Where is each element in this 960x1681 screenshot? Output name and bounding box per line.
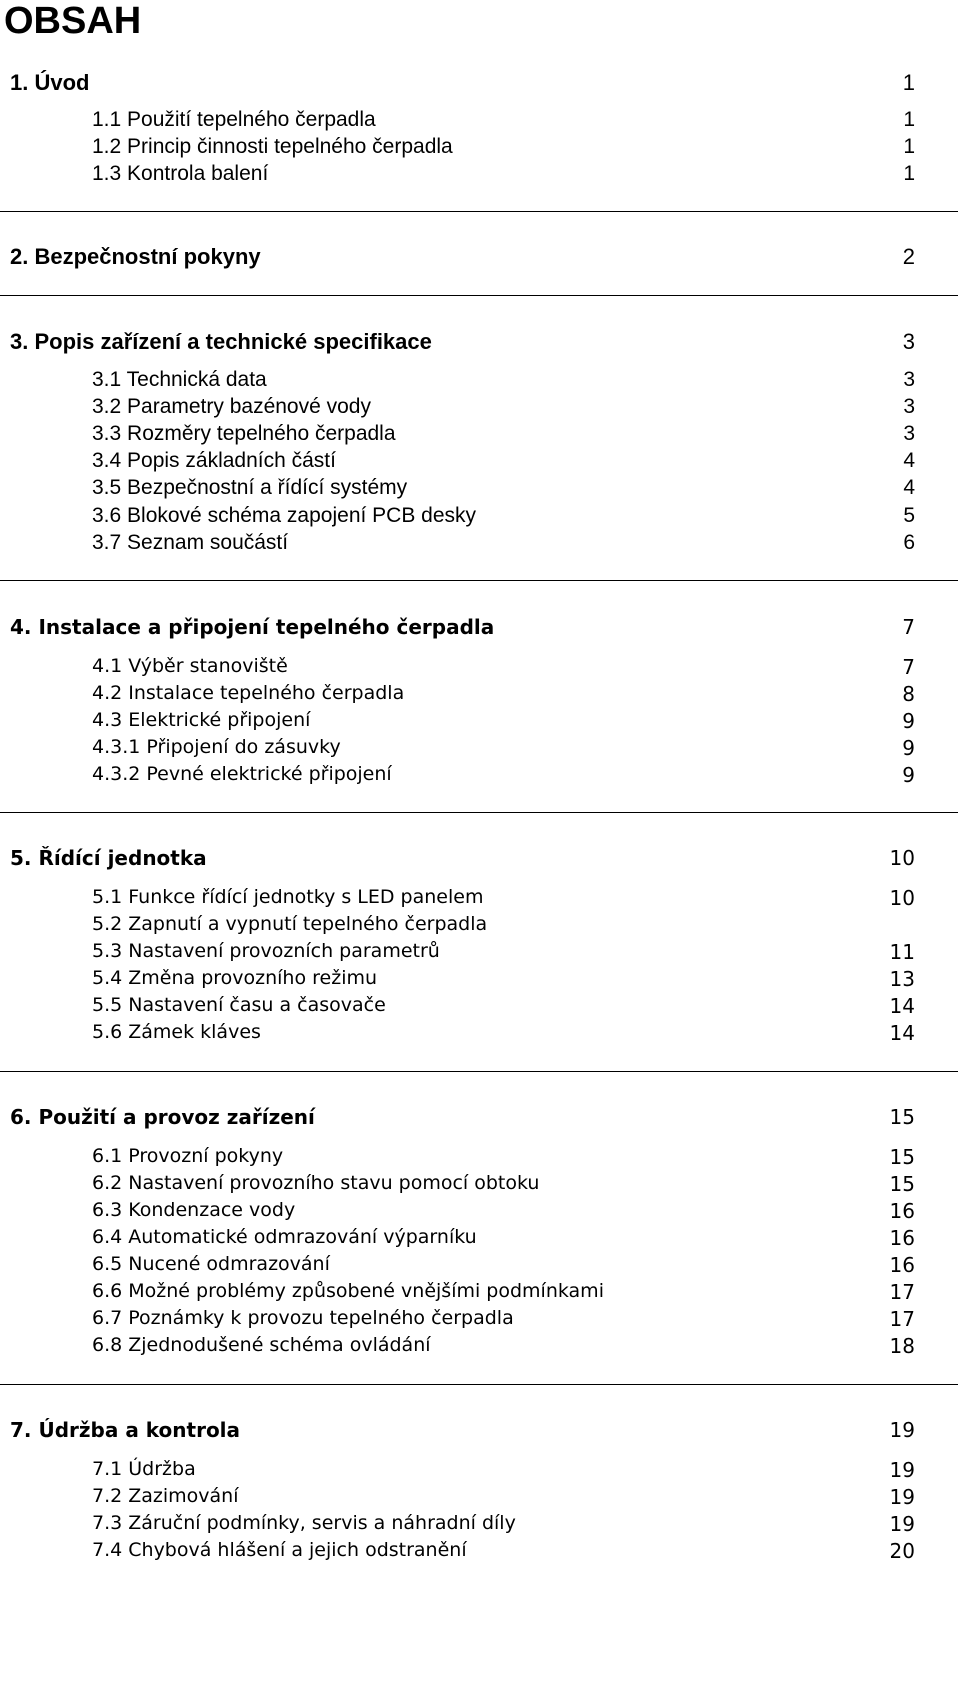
section-divider bbox=[0, 580, 958, 581]
entry-title: 7.4 Chybová hlášení a jejich odstranění bbox=[92, 1539, 467, 1561]
section-divider bbox=[0, 211, 958, 212]
entry-page: 14 bbox=[889, 1021, 915, 1045]
toc-entry-5-6[interactable] bbox=[0, 1021, 960, 1047]
toc-entry-6-8[interactable] bbox=[0, 1334, 960, 1360]
entry-page: 4 bbox=[903, 449, 915, 472]
toc-entry-6-5[interactable] bbox=[0, 1253, 960, 1279]
entry-page: 11 bbox=[889, 940, 915, 964]
entry-page: 9 bbox=[902, 709, 915, 733]
entry-page: 1 bbox=[903, 135, 915, 158]
entry-page: 1 bbox=[903, 108, 915, 131]
entry-title: 5.2 Zapnutí a vypnutí tepelného čerpadla bbox=[92, 913, 488, 935]
toc-entry-5-1[interactable] bbox=[0, 886, 960, 912]
entry-title: 3.2 Parametry bazénové vody bbox=[92, 395, 371, 418]
entry-page: 16 bbox=[889, 1253, 915, 1277]
entry-title: 7.3 Záruční podmínky, servis a náhradní díly bbox=[92, 1512, 516, 1534]
toc-entry-1-3[interactable] bbox=[0, 162, 960, 188]
entry-title: 6.8 Zjednodušené schéma ovládání bbox=[92, 1334, 431, 1356]
toc-entry-6-2[interactable] bbox=[0, 1172, 960, 1198]
toc-entry-1-1[interactable] bbox=[0, 108, 960, 134]
toc-section-5[interactable] bbox=[0, 846, 960, 872]
entry-page: 17 bbox=[889, 1280, 915, 1304]
entry-page: 8 bbox=[902, 682, 915, 706]
entry-title: 3.4 Popis základních částí bbox=[92, 449, 336, 472]
entry-page: 3 bbox=[903, 368, 915, 391]
entry-title: 4.3.2 Pevné elektrické připojení bbox=[92, 763, 392, 785]
entry-page: 9 bbox=[902, 736, 915, 760]
entry-title: 3.6 Blokové schéma zapojení PCB desky bbox=[92, 504, 477, 527]
entry-page: 7 bbox=[902, 655, 915, 679]
section-title: 1. Úvod bbox=[10, 70, 90, 95]
entry-title: 5.4 Změna provozního režimu bbox=[92, 967, 378, 989]
entry-page: 1 bbox=[903, 162, 915, 185]
entry-title: 6.3 Kondenzace vody bbox=[92, 1199, 296, 1221]
toc-title: OBSAH bbox=[4, 0, 142, 42]
toc-entry-4-3-1[interactable] bbox=[0, 736, 960, 762]
entry-title: 6.5 Nucené odmrazování bbox=[92, 1253, 330, 1275]
entry-title: 6.1 Provozní pokyny bbox=[92, 1145, 284, 1167]
section-title: 2. Bezpečnostní pokyny bbox=[10, 244, 261, 269]
section-title: 5. Řídící jednotka bbox=[10, 846, 207, 870]
entry-page: 6 bbox=[903, 531, 915, 554]
entry-page: 3 bbox=[903, 422, 915, 445]
entry-page: 20 bbox=[889, 1539, 915, 1563]
entry-page: 4 bbox=[903, 476, 915, 499]
toc-entry-5-2[interactable] bbox=[0, 913, 960, 939]
section-page: 10 bbox=[889, 846, 915, 870]
toc-section-4[interactable] bbox=[0, 615, 960, 641]
toc-entry-3-2[interactable] bbox=[0, 395, 960, 421]
section-divider bbox=[0, 1384, 958, 1385]
toc-entry-3-5[interactable] bbox=[0, 476, 960, 502]
entry-page: 19 bbox=[889, 1512, 915, 1536]
toc-entry-5-3[interactable] bbox=[0, 940, 960, 966]
entry-title: 5.1 Funkce řídící jednotky s LED panelem bbox=[92, 886, 484, 908]
entry-title: 6.2 Nastavení provozního stavu pomocí obtoku bbox=[92, 1172, 540, 1194]
entry-page: 3 bbox=[903, 395, 915, 418]
entry-title: 6.4 Automatické odmrazování výparníku bbox=[92, 1226, 477, 1248]
entry-title: 3.5 Bezpečnostní a řídící systémy bbox=[92, 476, 408, 499]
toc-section-1[interactable] bbox=[0, 70, 960, 96]
toc-entry-4-2[interactable] bbox=[0, 682, 960, 708]
entry-title: 5.3 Nastavení provozních parametrů bbox=[92, 940, 440, 962]
section-title: 3. Popis zařízení a technické specifikace bbox=[10, 329, 432, 354]
toc-section-3[interactable] bbox=[0, 329, 960, 355]
toc-entry-7-4[interactable] bbox=[0, 1539, 960, 1565]
entry-title: 1.2 Princip činnosti tepelného čerpadla bbox=[92, 135, 453, 158]
toc-entry-4-3[interactable] bbox=[0, 709, 960, 735]
toc-entry-1-2[interactable] bbox=[0, 135, 960, 161]
entry-title: 7.1 Údržba bbox=[92, 1458, 196, 1480]
entry-page: 13 bbox=[889, 967, 915, 991]
entry-title: 3.3 Rozměry tepelného čerpadla bbox=[92, 422, 396, 445]
toc-entry-6-3[interactable] bbox=[0, 1199, 960, 1225]
section-title: 4. Instalace a připojení tepelného čerpadla bbox=[10, 615, 495, 639]
entry-title: 3.1 Technická data bbox=[92, 368, 267, 391]
entry-title: 1.3 Kontrola balení bbox=[92, 162, 269, 185]
section-page: 2 bbox=[902, 244, 915, 269]
entry-page: 17 bbox=[889, 1307, 915, 1331]
section-page: 15 bbox=[889, 1105, 915, 1129]
entry-page: 16 bbox=[889, 1199, 915, 1223]
section-page: 3 bbox=[902, 329, 915, 354]
entry-title: 6.7 Poznámky k provozu tepelného čerpadla bbox=[92, 1307, 514, 1329]
entry-page: 18 bbox=[889, 1334, 915, 1358]
toc-entry-3-7[interactable] bbox=[0, 531, 960, 557]
toc-entry-3-6[interactable] bbox=[0, 504, 960, 530]
entry-title: 5.5 Nastavení času a časovače bbox=[92, 994, 386, 1016]
entry-page: 10 bbox=[889, 886, 915, 910]
toc-entry-6-6[interactable] bbox=[0, 1280, 960, 1306]
entry-title: 4.3 Elektrické připojení bbox=[92, 709, 311, 731]
toc-entry-4-1[interactable] bbox=[0, 655, 960, 681]
section-page: 7 bbox=[902, 615, 915, 639]
toc-section-6[interactable] bbox=[0, 1105, 960, 1131]
entry-title: 4.1 Výběr stanoviště bbox=[92, 655, 288, 677]
entry-page: 5 bbox=[903, 504, 915, 527]
entry-page: 19 bbox=[889, 1485, 915, 1509]
entry-page: 14 bbox=[889, 994, 915, 1018]
section-title: 6. Použití a provoz zařízení bbox=[10, 1105, 315, 1129]
toc-entry-6-7[interactable] bbox=[0, 1307, 960, 1333]
entry-title: 7.2 Zazimování bbox=[92, 1485, 239, 1507]
toc-entry-7-1[interactable] bbox=[0, 1458, 960, 1484]
toc-entry-5-5[interactable] bbox=[0, 994, 960, 1020]
entry-page: 15 bbox=[889, 1145, 915, 1169]
toc-entry-6-1[interactable] bbox=[0, 1145, 960, 1171]
entry-title: 6.6 Možné problémy způsobené vnějšími podmínkami bbox=[92, 1280, 604, 1302]
entry-title: 4.2 Instalace tepelného čerpadla bbox=[92, 682, 405, 704]
section-page: 1 bbox=[902, 70, 915, 95]
section-title: 7. Údržba a kontrola bbox=[10, 1418, 241, 1442]
toc-section-2[interactable] bbox=[0, 244, 960, 270]
entry-title: 5.6 Zámek kláves bbox=[92, 1021, 261, 1043]
toc-entry-4-3-2[interactable] bbox=[0, 763, 960, 789]
entry-page: 19 bbox=[889, 1458, 915, 1482]
toc-section-7[interactable] bbox=[0, 1418, 960, 1444]
toc-entry-3-4[interactable] bbox=[0, 449, 960, 475]
entry-page: 9 bbox=[902, 763, 915, 787]
section-page: 19 bbox=[889, 1418, 915, 1442]
entry-title: 3.7 Seznam součástí bbox=[92, 531, 289, 554]
toc-entry-7-2[interactable] bbox=[0, 1485, 960, 1511]
entry-page: 16 bbox=[889, 1226, 915, 1250]
toc-entry-3-3[interactable] bbox=[0, 422, 960, 448]
toc-entry-5-4[interactable] bbox=[0, 967, 960, 993]
toc-entry-7-3[interactable] bbox=[0, 1512, 960, 1538]
entry-title: 1.1 Použití tepelného čerpadla bbox=[92, 108, 376, 131]
entry-page: 15 bbox=[889, 1172, 915, 1196]
entry-title: 4.3.1 Připojení do zásuvky bbox=[92, 736, 341, 758]
toc-entry-6-4[interactable] bbox=[0, 1226, 960, 1252]
section-divider bbox=[0, 1071, 958, 1072]
toc-entry-3-1[interactable] bbox=[0, 368, 960, 394]
section-divider bbox=[0, 295, 958, 296]
section-divider bbox=[0, 812, 958, 813]
